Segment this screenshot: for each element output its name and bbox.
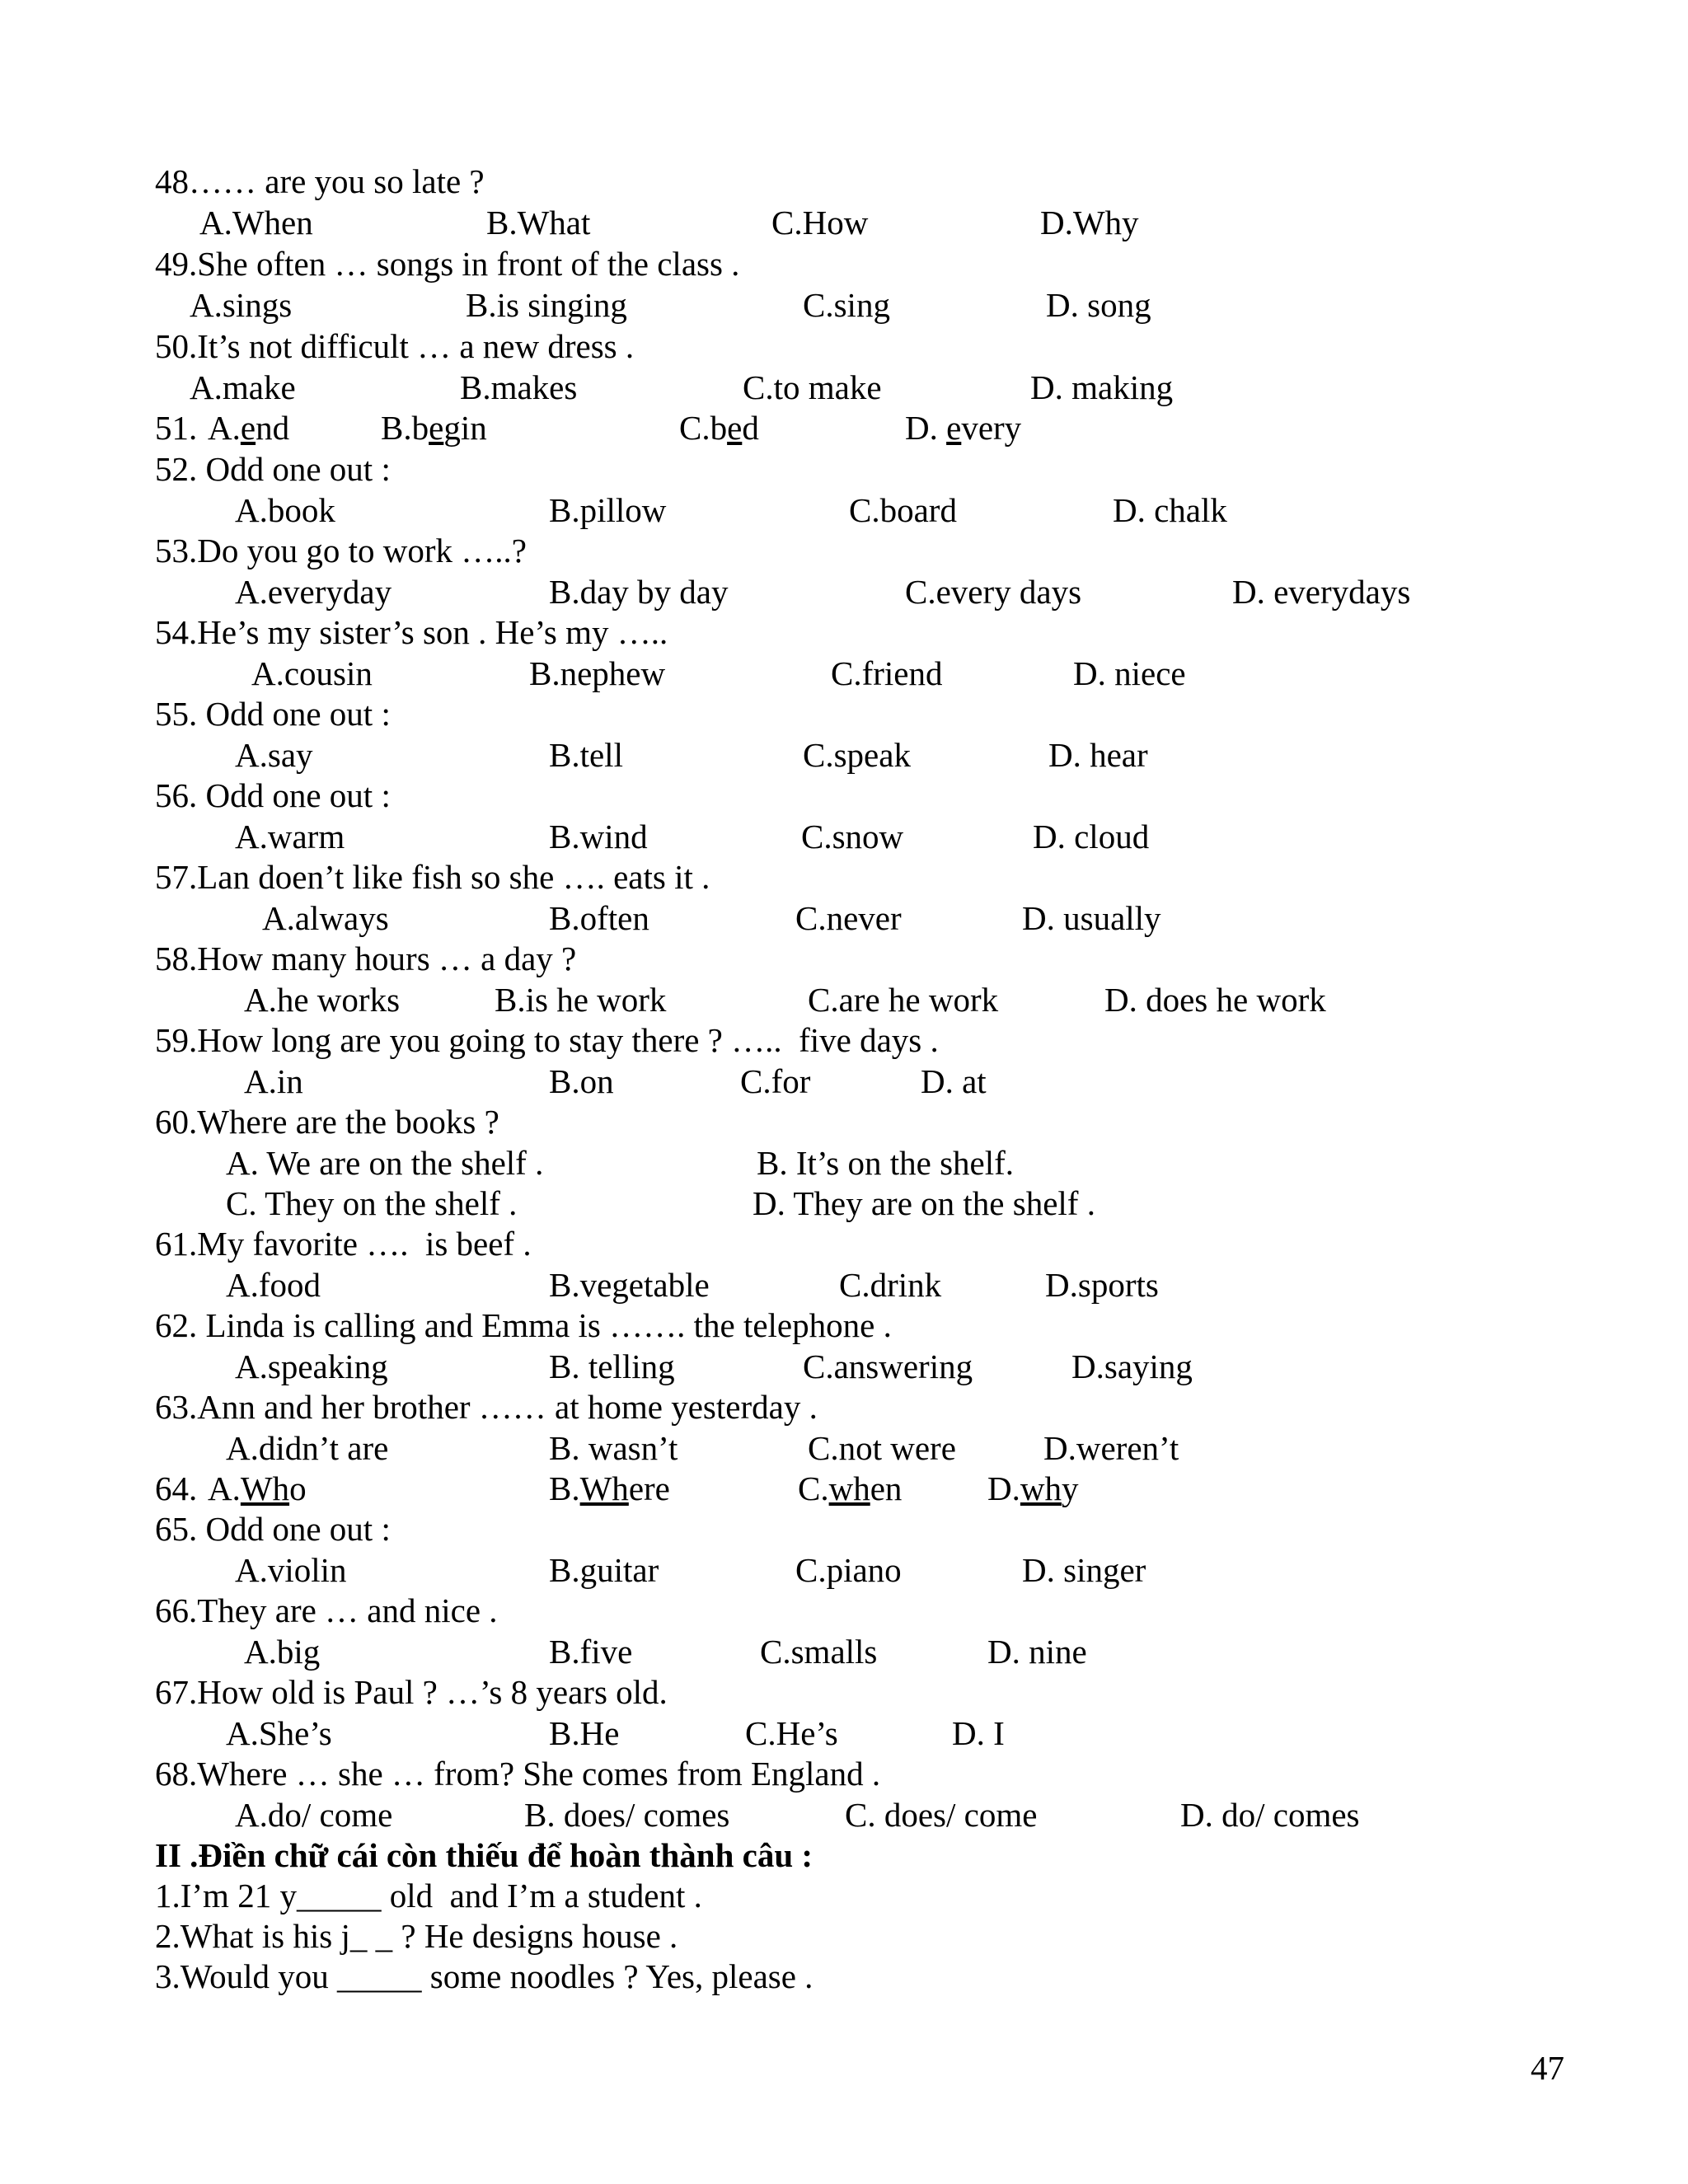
question-56-option-b: B.wind <box>549 818 648 855</box>
question-50-option-d: D. making <box>1030 368 1174 406</box>
question-57-option-d: D. usually <box>1022 899 1161 937</box>
question-67-option-b: B.He <box>549 1714 620 1752</box>
question-63-option-d: D.weren’t <box>1043 1429 1179 1467</box>
question-66-option-a: A.big <box>244 1633 321 1671</box>
question-65-option-d: D. singer <box>1022 1551 1146 1589</box>
question-53-option-d: D. everydays <box>1232 573 1411 611</box>
question-59-option-a: A.in <box>244 1062 303 1100</box>
question-54-option-b: B.nephew <box>529 654 666 692</box>
question-66-option-c: C.smalls <box>760 1633 878 1671</box>
question-58-option-c: C.are he work <box>808 981 999 1019</box>
question-54-option-d: D. niece <box>1073 654 1186 692</box>
question-68-option-b: B. does/ comes <box>524 1796 730 1834</box>
question-49-option-d: D. song <box>1046 286 1151 324</box>
question-57-option-a: A.always <box>262 899 389 937</box>
question-56-stem: 56. Odd one out : <box>155 776 391 814</box>
section-2-item-1: 1.I’m 21 y_____ old and I’m a student . <box>155 1877 702 1915</box>
section-2-heading: II .Điền chữ cái còn thiếu để hoàn thành câu : <box>155 1836 814 1874</box>
question-57-stem: 57.Lan doen’t like fish so she …. eats it . <box>155 858 710 896</box>
question-52-option-b: B.pillow <box>549 491 667 529</box>
question-62-option-b: B. telling <box>549 1347 675 1385</box>
question-63-stem: 63.Ann and her brother …… at home yesterday . <box>155 1388 818 1426</box>
question-55-option-d: D. hear <box>1048 736 1148 774</box>
question-68-option-d: D. do/ comes <box>1180 1796 1360 1834</box>
section-2-item-2: 2.What is his j_ _ ? He designs house . <box>155 1917 678 1955</box>
question-56-option-a: A.warm <box>235 818 345 855</box>
question-53-stem: 53.Do you go to work …..? <box>155 532 527 569</box>
question-64-option-a: A.Who <box>208 1469 307 1507</box>
question-67-option-c: C.He’s <box>745 1714 838 1752</box>
question-53-option-b: B.day by day <box>549 573 729 611</box>
question-52-option-d: D. chalk <box>1113 491 1227 529</box>
question-60-option-b: B. It’s on the shelf. <box>757 1144 1015 1182</box>
question-63-option-b: B. wasn’t <box>549 1429 678 1467</box>
question-58-option-b: B.is he work <box>495 981 667 1019</box>
question-65-option-b: B.guitar <box>549 1551 659 1589</box>
question-62-option-a: A.speaking <box>235 1347 388 1385</box>
question-56-option-d: D. cloud <box>1033 818 1150 855</box>
question-55-option-c: C.speak <box>803 736 911 774</box>
question-51-option-c: C.bed <box>679 409 759 447</box>
page-number: 47 <box>1531 2049 1564 2087</box>
question-59-option-b: B.on <box>549 1062 614 1100</box>
question-61-option-d: D.sports <box>1045 1266 1159 1304</box>
question-62-option-d: D.saying <box>1071 1347 1193 1385</box>
question-67-option-a: A.She’s <box>226 1714 332 1752</box>
question-59-option-c: C.for <box>740 1062 811 1100</box>
question-58-stem: 58.How many hours … a day ? <box>155 940 577 977</box>
question-50-option-c: C.to make <box>743 368 882 406</box>
question-49-option-c: C.sing <box>803 286 890 324</box>
question-49-option-b: B.is singing <box>466 286 627 324</box>
question-63-option-a: A.didn’t are <box>226 1429 389 1467</box>
question-67-option-d: D. I <box>952 1714 1005 1752</box>
question-51-option-d: D. every <box>905 409 1022 447</box>
question-65-stem: 65. Odd one out : <box>155 1510 391 1548</box>
question-64-option-b: B.Where <box>549 1469 670 1507</box>
question-61-option-a: A.food <box>226 1266 321 1304</box>
question-68-option-a: A.do/ come <box>235 1796 393 1834</box>
question-61-option-b: B.vegetable <box>549 1266 710 1304</box>
question-66-stem: 66.They are … and nice . <box>155 1591 498 1629</box>
question-55-stem: 55. Odd one out : <box>155 695 391 733</box>
question-55-option-a: A.say <box>235 736 313 774</box>
question-59-stem: 59.How long are you going to stay there ? ….. five days . <box>155 1021 939 1059</box>
question-64-option-d: D.why <box>987 1469 1079 1507</box>
question-55-option-b: B.tell <box>549 736 623 774</box>
question-59-option-d: D. at <box>921 1062 987 1100</box>
question-53-option-c: C.every days <box>905 573 1082 611</box>
question-63-option-c: C.not were <box>808 1429 956 1467</box>
question-54-option-a: A.cousin <box>251 654 373 692</box>
question-53-option-a: A.everyday <box>235 573 392 611</box>
question-60-stem: 60.Where are the books ? <box>155 1103 499 1141</box>
question-60-option-c: C. They on the shelf . <box>226 1184 518 1222</box>
question-50-option-a: A.make <box>190 368 296 406</box>
question-60-option-d: D. They are on the shelf . <box>753 1184 1095 1222</box>
question-68-option-c: C. does/ come <box>845 1796 1038 1834</box>
question-49-stem: 49.She often … songs in front of the class . <box>155 245 740 283</box>
question-58-option-d: D. does he work <box>1104 981 1326 1019</box>
question-54-option-c: C.friend <box>831 654 943 692</box>
question-48-option-c: C.How <box>771 204 869 241</box>
section-2-item-3: 3.Would you _____ some noodles ? Yes, please . <box>155 1957 814 1995</box>
question-60-option-a: A. We are on the shelf . <box>226 1144 544 1182</box>
question-64-number: 64. <box>155 1469 198 1507</box>
question-50-option-b: B.makes <box>460 368 578 406</box>
question-66-option-b: B.five <box>549 1633 633 1671</box>
question-52-option-c: C.board <box>849 491 957 529</box>
question-61-stem: 61.My favorite …. is beef . <box>155 1225 532 1263</box>
question-52-option-a: A.book <box>235 491 335 529</box>
question-57-option-b: B.often <box>549 899 649 937</box>
question-48-stem: 48…… are you so late ? <box>155 162 485 200</box>
question-48-option-d: D.Why <box>1040 204 1139 241</box>
question-61-option-c: C.drink <box>839 1266 942 1304</box>
question-57-option-c: C.never <box>795 899 902 937</box>
question-56-option-c: C.snow <box>801 818 904 855</box>
question-64-option-c: C.when <box>798 1469 903 1507</box>
question-62-stem: 62. Linda is calling and Emma is ……. the telephone . <box>155 1306 892 1344</box>
question-68-stem: 68.Where … she … from? She comes from England . <box>155 1755 881 1793</box>
question-49-option-a: A.sings <box>190 286 293 324</box>
question-48-option-a: A.When <box>199 204 313 241</box>
question-65-option-c: C.piano <box>795 1551 902 1589</box>
question-51-number: 51. <box>155 409 198 447</box>
question-52-stem: 52. Odd one out : <box>155 450 391 488</box>
question-65-option-a: A.violin <box>235 1551 347 1589</box>
question-66-option-d: D. nine <box>987 1633 1087 1671</box>
question-48-option-b: B.What <box>486 204 591 241</box>
question-58-option-a: A.he works <box>244 981 401 1019</box>
question-54-stem: 54.He’s my sister’s son . He’s my ….. <box>155 613 668 651</box>
question-67-stem: 67.How old is Paul ? …’s 8 years old. <box>155 1673 668 1711</box>
question-51-option-b: B.begin <box>381 409 487 447</box>
question-50-stem: 50.It’s not difficult … a new dress . <box>155 327 635 365</box>
question-62-option-c: C.answering <box>803 1347 973 1385</box>
question-51-option-a: A.end <box>208 409 290 447</box>
